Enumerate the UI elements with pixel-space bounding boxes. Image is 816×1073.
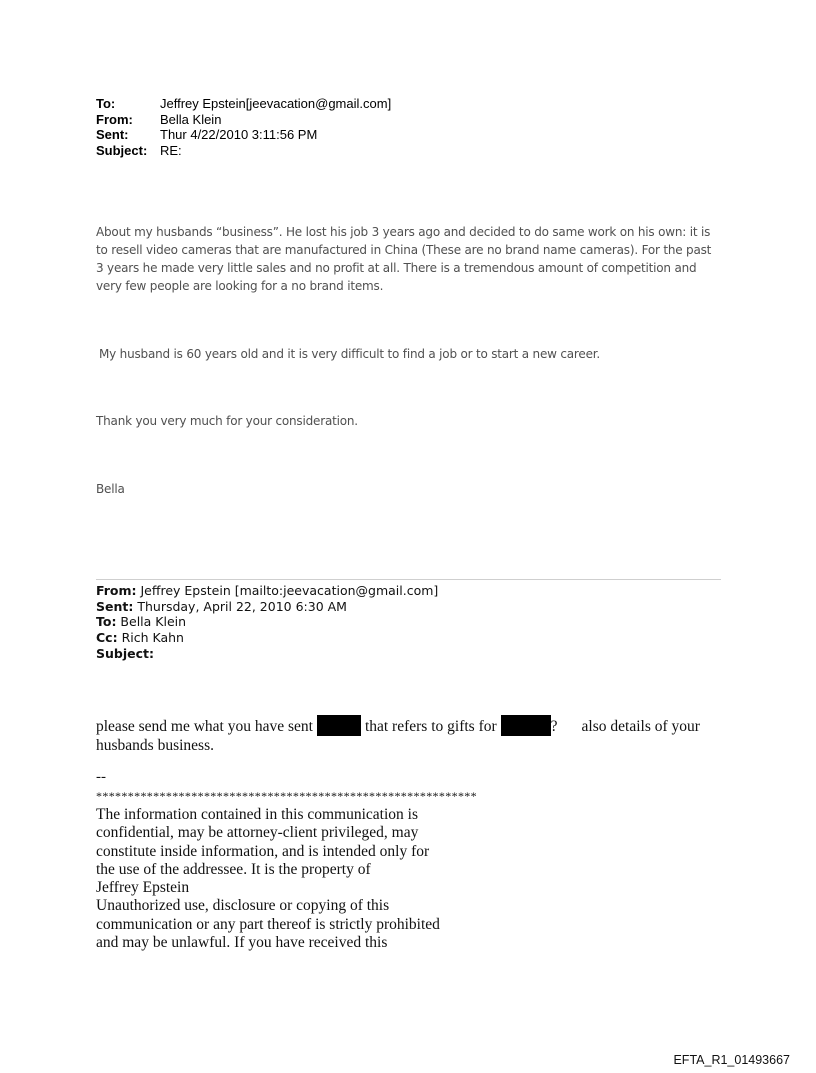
disclaimer-line: communication or any part thereof is strictly prohibited xyxy=(96,915,440,933)
body-paragraph-3: Thank you very much for your consideration. xyxy=(96,414,358,428)
from-label: From: xyxy=(96,111,133,127)
quoted-to-label: To: xyxy=(96,614,117,630)
reply-text: that refers to gifts for xyxy=(364,718,497,735)
reply-line-1 xyxy=(96,715,726,737)
header-sent-row xyxy=(96,127,391,143)
disclaimer-line: Jeffrey Epstein xyxy=(96,879,190,897)
disclaimer-line: The information contained in this communication is xyxy=(96,806,418,823)
subject-value: RE: xyxy=(160,142,182,158)
body-line: very few people are looking for a no brand items. xyxy=(96,279,384,293)
from-value: Bella Klein xyxy=(160,111,222,127)
disclaimer-line: and may be unlawful. If you have received this xyxy=(96,934,388,952)
sent-value: Thur 4/22/2010 3:11:56 PM xyxy=(160,127,318,142)
quoted-sent-label: Sent: xyxy=(96,598,134,614)
email-header xyxy=(96,96,391,158)
reply-line-2: husbands business. xyxy=(96,736,214,754)
quoted-cc-label: Cc: xyxy=(96,630,118,646)
quoted-from-row xyxy=(96,583,438,599)
quoted-to-value: Bella Klein xyxy=(116,614,187,630)
body-paragraph-1 xyxy=(96,223,726,295)
quoted-sent-value: Thursday, April 22, 2010 6:30 AM xyxy=(133,598,347,614)
signature: Bella xyxy=(96,482,125,496)
quoted-to-row xyxy=(96,614,438,630)
quoted-message xyxy=(96,715,726,755)
quote-divider xyxy=(96,579,721,580)
quoted-sent-row xyxy=(96,599,438,615)
redaction-box xyxy=(501,715,551,736)
disclaimer-line: the use of the addressee. It is the property of xyxy=(96,860,371,878)
header-subject-row xyxy=(96,143,391,159)
body-line: to resell video cameras that are manufactured in China (These are no brand name cameras). For the past xyxy=(96,243,712,257)
reply-text: please send me what you have sent xyxy=(96,718,313,735)
confidentiality-disclaimer xyxy=(96,806,440,952)
document-id: EFTA_R1_01493667 xyxy=(673,1053,790,1067)
disclaimer-line: constitute inside information, and is intended only for xyxy=(96,842,430,860)
quoted-cc-value: Rich Kahn xyxy=(117,630,184,646)
header-to-row xyxy=(96,96,391,112)
quoted-cc-row xyxy=(96,630,438,646)
body-line: About my husbands “business”. He lost his job 3 years ago and decided to do same work on his own: it is xyxy=(96,225,711,239)
quoted-header xyxy=(96,583,438,662)
asterisk-rule: ************************************************************ xyxy=(96,789,477,803)
reply-text: also details of your xyxy=(581,718,700,735)
quoted-subject-label: Subject: xyxy=(96,645,154,661)
body-line: 3 years he made very little sales and no profit at all. There is a tremendous amount of competition and xyxy=(96,261,697,275)
subject-label: Subject: xyxy=(96,142,148,158)
signature-separator: -- xyxy=(96,769,106,785)
quoted-subject-row xyxy=(96,646,438,662)
to-value: Jeffrey Epstein[jeevacation@gmail.com] xyxy=(160,96,392,111)
sent-label: Sent: xyxy=(96,127,129,142)
quoted-from-label: From: xyxy=(96,583,137,598)
reply-text: ? xyxy=(550,718,558,735)
body-paragraph-2: My husband is 60 years old and it is very difficult to find a job or to start a new career. xyxy=(99,347,601,361)
disclaimer-line: Unauthorized use, disclosure or copying of this xyxy=(96,897,390,915)
redaction-box xyxy=(317,715,361,736)
disclaimer-line: confidential, may be attorney-client privileged, may xyxy=(96,824,419,842)
header-from-row xyxy=(96,112,391,128)
to-label: To: xyxy=(96,96,116,111)
quoted-from-value: Jeffrey Epstein [mailto:jeevacation@gmail.com] xyxy=(136,583,439,598)
